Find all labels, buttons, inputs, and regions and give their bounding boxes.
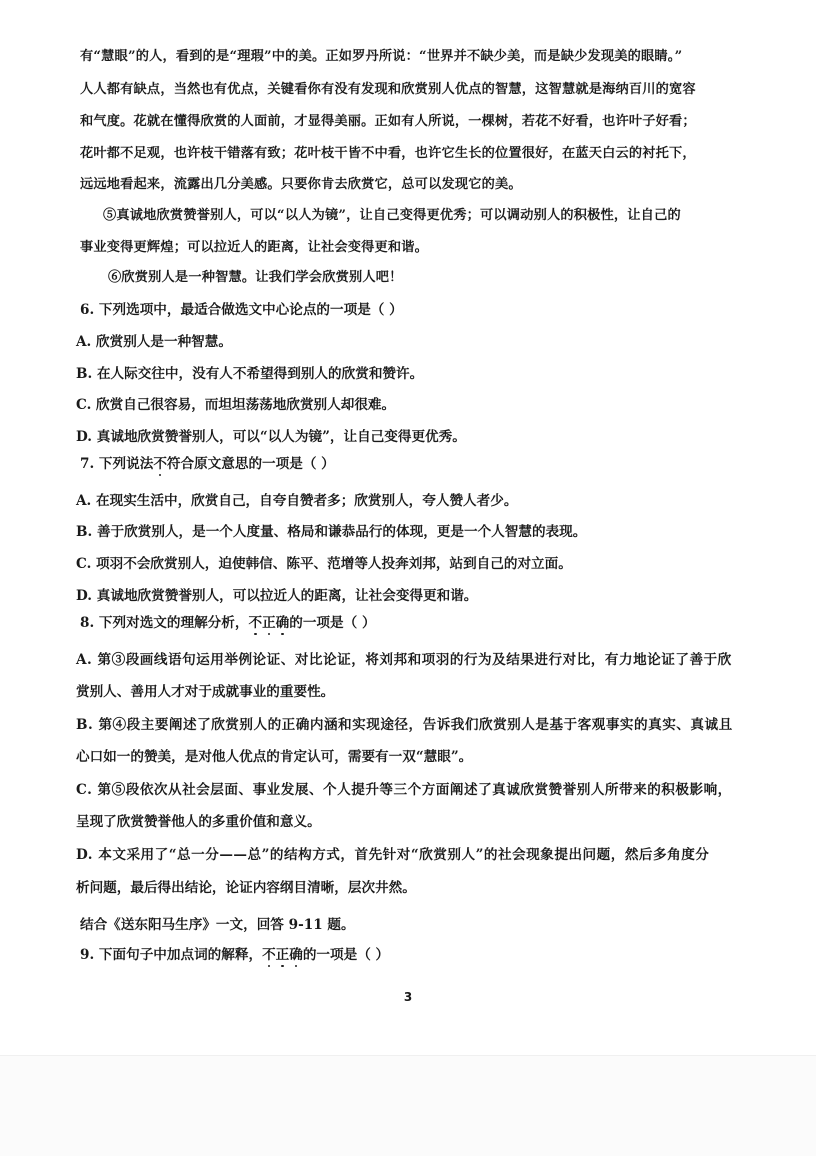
emphasis-dot-char: 确 — [289, 947, 303, 963]
page-gap — [0, 1055, 816, 1156]
q6-option-d: D. 真诚地欣赏赞誉别人，可以“以人为镜”，让自己变得更优秀。 — [76, 429, 466, 445]
q8-option-b-line: B. 第④段主要阐述了欣赏别人的正确内涵和实现途径，告诉我们欣赏别人是基于客观事实的真实、真诚且 — [76, 717, 733, 733]
stem-text: 符合原文意思的一项是（ ） — [166, 456, 335, 472]
passage-line: 和气度。花就在懂得欣赏的人面前，才显得美丽。正如有人所说，一棵树，若花不好看，也许叶子好看； — [80, 114, 696, 129]
emphasis-dot-char: 确 — [275, 615, 290, 631]
stem-text: 9. 下面句子中加点词的解释， — [80, 947, 263, 963]
paragraph-5-line: ⑤真诚地欣赏赞誉别人，可以“以人为镜”，让自己变得更优秀；可以调动别人的积极性，让自己的 — [103, 208, 681, 223]
emphasis-dot-char: 正 — [275, 947, 290, 963]
q8-option-c-line: C. 第⑤段依次从社会层面、事业发展、个人提升等三个方面阐述了真诚欣赏赞誉别人所带来的积极影响， — [76, 782, 732, 798]
question-6-stem: 6. 下列选项中，最适合做选文中心论点的一项是（ ） — [80, 302, 403, 318]
question-8-stem — [80, 611, 376, 631]
q7-option-a: A. 在现实生活中，欣赏自己，自夸自赞者多；欣赏别人，夸人赞人者少。 — [76, 493, 518, 509]
emphasis-dot-char: 不 — [262, 947, 276, 963]
q6-option-b: B. 在人际交往中，没有人不希望得到别人的欣赏和赞许。 — [76, 366, 424, 382]
q7-option-d: D. 真诚地欣赏赞誉别人，可以拉近人的距离，让社会变得更和谐。 — [76, 588, 478, 604]
passage-line: 花叶都不足观，也许枝干错落有致；花叶枝干皆不中看，也许它生长的位置很好，在蓝天白云的衬托下， — [80, 146, 696, 161]
emphasis-dot-char: 不 — [248, 615, 263, 631]
q7-option-b: B. 善于欣赏别人，是一个人度量、格局和谦恭品行的体现，更是一个人智慧的表现。 — [76, 524, 587, 540]
q8-option-d-line: 析问题，最后得出结论，论证内容纲目清晰，层次井然。 — [76, 880, 416, 896]
stem-text: 7. 下列说法 — [80, 456, 154, 472]
q8-option-c-line: 呈现了欣赏赞誉他人的多重价值和意义。 — [76, 814, 321, 830]
q8-option-d-line: D. 本文采用了“总一分——总”的结构方式，首先针对“欣赏别人”的社会现象提出问题，然后多角度分 — [76, 847, 710, 863]
paragraph-5-line: 事业变得更辉煌；可以拉近人的距离，让社会变得更和谐。 — [80, 240, 429, 255]
q8-option-a-line: 赏别人、善用人才对于成就事业的重要性。 — [76, 684, 335, 700]
stem-text: 的一项是（ ） — [289, 615, 376, 631]
passage-line: 人人都有缺点，当然也有优点，关键看你有没有发现和欣赏别人优点的智慧，这智慧就是海纳百川的宽容 — [80, 82, 696, 97]
section-intro: 结合《送东阳马生序》一文，回答 9-11 题。 — [80, 917, 355, 933]
q8-option-a-line: A. 第③段画线语句运用举例论证、对比论证，将刘邦和项羽的行为及结果进行对比，有力地论证了善于欣 — [76, 652, 732, 668]
emphasis-dot-char: 正 — [262, 615, 276, 631]
passage-line: 有“慧眼”的人，看到的是“理瑕”中的美。正如罗丹所说：“世界并不缺少美，而是缺少发现美的眼睛。” — [80, 49, 683, 64]
passage-line: 远远地看起来，流露出几分美感。只要你肯去欣赏它，总可以发现它的美。 — [80, 177, 522, 192]
question-9-stem — [80, 943, 389, 963]
emphasis-dot-char: 不 — [153, 456, 167, 472]
stem-text: 8. 下列对选文的理解分析， — [80, 615, 249, 631]
page-number: 3 — [403, 990, 413, 1004]
paragraph-6: ⑥欣赏别人是一种智慧。让我们学会欣赏别人吧！ — [108, 270, 403, 285]
question-7-stem — [80, 452, 335, 472]
q6-option-c: C. 欣赏自己很容易，而坦坦荡荡地欣赏别人却很难。 — [76, 397, 396, 413]
q8-option-b-line: 心口如一的赞美，是对他人优点的肯定认可，需要有一双“慧眼”。 — [76, 749, 473, 765]
stem-text: 的一项是（ ） — [302, 947, 390, 963]
q6-option-a: A. 欣赏别人是一种智慧。 — [76, 334, 232, 350]
q7-option-c: C. 项羽不会欣赏别人，迫使韩信、陈平、范增等人投奔刘邦，站到自己的对立面。 — [76, 556, 572, 572]
